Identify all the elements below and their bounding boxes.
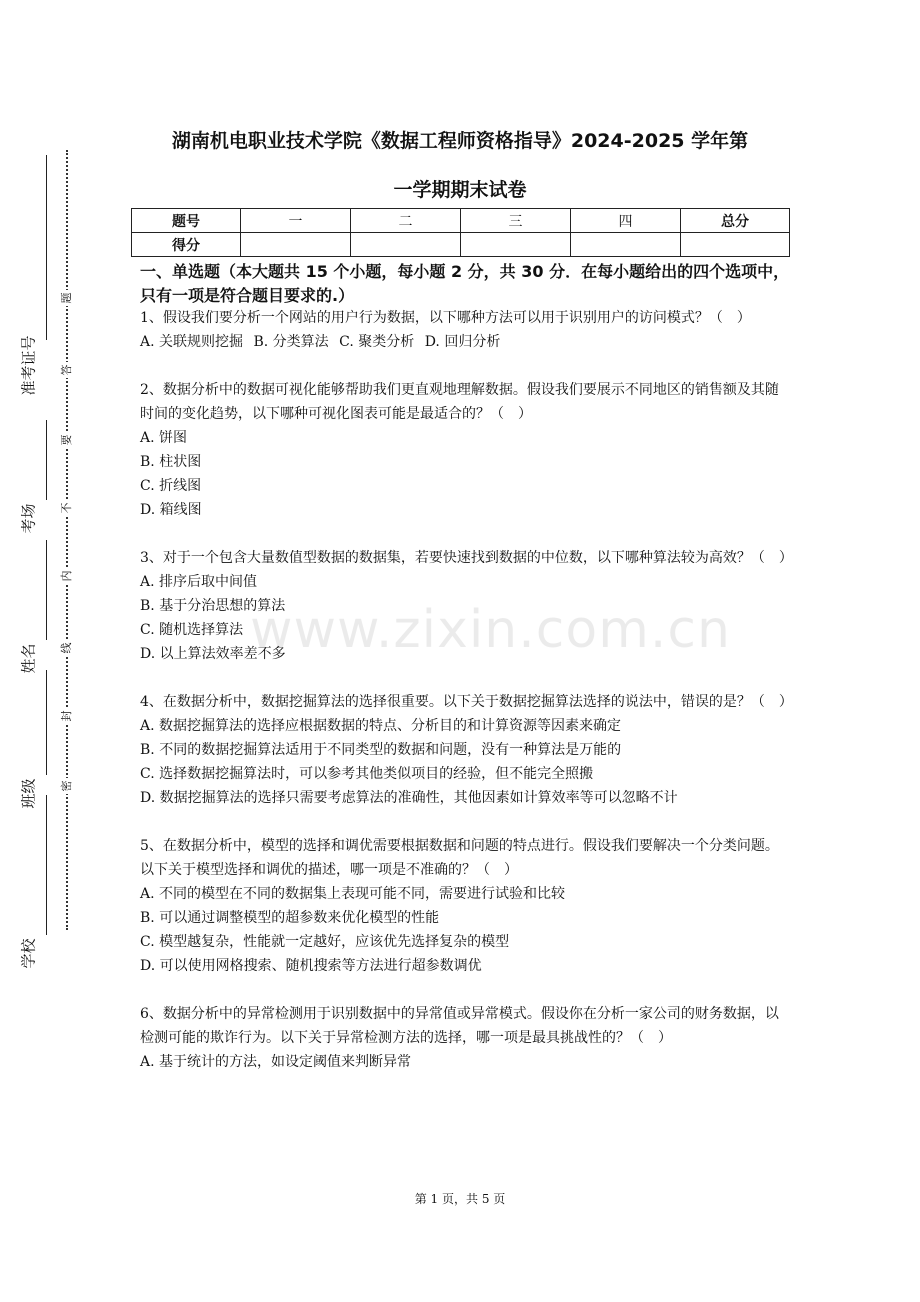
option[interactable]: B. 不同的数据挖掘算法适用于不同类型的数据和问题，没有一种算法是万能的	[140, 742, 622, 758]
school-field	[8, 915, 48, 975]
seal-char: 题	[58, 290, 74, 306]
option[interactable]: A. 饼图	[140, 430, 188, 446]
question-stem: 2、数据分析中的数据可视化能够帮助我们更直观地理解数据。假设我们要展示不同地区的销售额及其随时间的变化趋势，以下哪种可视化图表可能是最适合的？（ ）	[140, 382, 779, 422]
option[interactable]: D. 箱线图	[140, 502, 202, 518]
exam-title-line2: 一学期期末试卷	[393, 179, 527, 201]
option[interactable]: A. 排序后取中间值	[140, 574, 258, 590]
exam-title-line1: 湖南机电职业技术学院《数据工程师资格指导》2024-2025 学年第	[171, 130, 749, 152]
score-header-cell: 四	[571, 209, 681, 233]
exam-id-underline	[46, 155, 47, 340]
exam-id-field	[8, 335, 48, 415]
question-item	[140, 378, 790, 522]
school-label: 学校	[19, 938, 38, 969]
score-cell[interactable]	[461, 233, 571, 257]
question-list	[140, 306, 793, 1098]
class-underline	[46, 670, 47, 775]
school-underline	[46, 795, 47, 935]
section-heading: 一、单选题（本大题共 15 个小题，每小题 2 分，共 30 分．在每小题给出的四个选项中，只有一项是符合题目要求的.）	[140, 262, 790, 305]
question-item	[140, 1002, 790, 1074]
score-cell[interactable]	[681, 233, 790, 257]
page-footer: 第 1 页，共 5 页	[414, 1192, 506, 1206]
option[interactable]: B. 可以通过调整模型的超参数来优化模型的性能	[140, 910, 440, 926]
name-field	[8, 620, 48, 680]
seal-char: 封	[58, 708, 74, 724]
class-field	[8, 755, 48, 815]
watermark: www.zixin.com.cn	[250, 600, 731, 660]
option[interactable]: C. 选择数据挖掘算法时，可以参考其他类似项目的经验，但不能完全照搬	[140, 766, 594, 782]
score-table	[131, 208, 790, 257]
option[interactable]: B. 柱状图	[140, 454, 202, 470]
score-cell[interactable]	[351, 233, 461, 257]
option[interactable]: D. 数据挖掘算法的选择只需要考虑算法的准确性，其他因素如计算效率等可以忽略不计	[140, 790, 678, 806]
option[interactable]: C. 模型越复杂，性能就一定越好，应该优先选择复杂的模型	[140, 934, 510, 950]
exam-room-field	[8, 480, 48, 540]
seal-char: 要	[58, 432, 74, 448]
score-header-cell: 题号	[132, 209, 241, 233]
option[interactable]: A. 基于统计的方法，如设定阈值来判断异常	[140, 1054, 412, 1070]
score-header-cell: 总分	[681, 209, 790, 233]
seal-char: 答	[58, 362, 74, 378]
score-header-cell: 三	[461, 209, 571, 233]
option[interactable]: D. 以上算法效率差不多	[140, 646, 286, 662]
seal-dotted-line	[66, 150, 68, 930]
name-label: 姓名	[19, 643, 38, 674]
seal-char: 密	[58, 778, 74, 794]
class-label: 班级	[19, 778, 38, 809]
option[interactable]: D. 回归分析	[424, 334, 501, 350]
exam-id-label: 准考证号	[19, 335, 38, 396]
question-item	[140, 306, 790, 354]
option[interactable]: B. 分类算法	[253, 334, 329, 350]
option[interactable]: C. 随机选择算法	[140, 622, 244, 638]
score-table-score-row	[132, 233, 790, 257]
seal-char: 不	[58, 500, 74, 516]
option[interactable]: A. 数据挖掘算法的选择应根据数据的特点、分析目的和计算资源等因素来确定	[140, 718, 622, 734]
score-header-cell: 二	[351, 209, 461, 233]
exam-room-label: 考场	[19, 503, 38, 534]
option[interactable]: B. 基于分治思想的算法	[140, 598, 286, 614]
question-item	[140, 834, 790, 978]
question-stem: 1、假设我们要分析一个网站的用户行为数据，以下哪种方法可以用于识别用户的访问模式？（ ）	[140, 310, 751, 326]
option[interactable]: A. 不同的模型在不同的数据集上表现可能不同，需要进行试验和比较	[140, 886, 566, 902]
option-row	[140, 330, 790, 354]
option[interactable]: C. 折线图	[140, 478, 202, 494]
score-row-label: 得分	[132, 233, 241, 257]
question-stem: 3、对于一个包含大量数值型数据的数据集，若要快速找到数据的中位数，以下哪种算法较为高效？（ ）	[140, 550, 793, 566]
seal-char: 线	[58, 640, 74, 656]
question-stem: 6、数据分析中的异常检测用于识别数据中的异常值或异常模式。假设你在分析一家公司的财务数据，以检测可能的欺诈行为。以下关于异常检测方法的选择，哪一项是最具挑战性的？（ ）	[140, 1006, 779, 1046]
score-cell[interactable]	[571, 233, 681, 257]
seal-char: 内	[58, 568, 74, 584]
score-header-cell: 一	[241, 209, 351, 233]
score-cell[interactable]	[241, 233, 351, 257]
option[interactable]: A. 关联规则挖掘	[140, 334, 244, 350]
exam-room-underline	[46, 420, 47, 500]
score-table-header-row	[132, 209, 790, 233]
name-underline	[46, 540, 47, 640]
question-stem: 4、在数据分析中，数据挖掘算法的选择很重要。以下关于数据挖掘算法选择的说法中，错误的是？（ ）	[140, 694, 793, 710]
option[interactable]: D. 可以使用网格搜索、随机搜索等方法进行超参数调优	[140, 958, 482, 974]
option[interactable]: C. 聚类分析	[339, 334, 415, 350]
question-item	[140, 690, 793, 810]
question-stem: 5、在数据分析中，模型的选择和调优需要根据数据和问题的特点进行。假设我们要解决一个分类问题。以下关于模型选择和调优的描述，哪一项是不准确的？（ ）	[140, 838, 779, 878]
